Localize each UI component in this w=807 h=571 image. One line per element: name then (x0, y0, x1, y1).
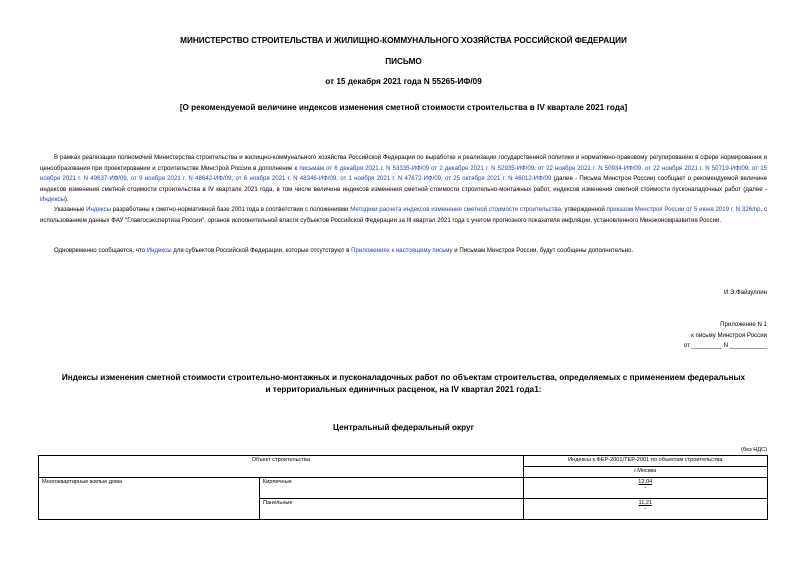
link-indices[interactable]: Индексы (146, 247, 172, 254)
link-appendices[interactable]: Приложениях к настоящему письму (351, 247, 453, 254)
table-header-row (39, 456, 768, 467)
cell-type: Кирпичные (260, 478, 524, 499)
link-order[interactable]: приказом Минстроя России от 5 июня 2019 г. N 326/пр (606, 206, 761, 213)
table-title: Индексы изменения сметной стоимости строительно-монтажных и пусконаладочных работ по объектам строительства, определяемых с применением федеральных и территориальных единичных расценок, на IV квартал 2021 года1: (61, 373, 746, 394)
cell-object: Многоквартирные жилые дома (39, 478, 260, 520)
header-object: Объект строительства (39, 456, 524, 478)
link-previous-letters[interactable]: письмам от 6 декабря 2021 г. N 53335-ИФ/09 от 2 декабря 2021 г. N 52935-ИФ/09, от 22 ноября 2021 г. N 50934-ИФ/09, от 22 ноября 2021 г. N 50719-ИФ/09, от 15 ноября 2021 г. N 49637-ИФ/09, от 9 ноября 2021 г. N 48642-ИФ/09, от 6 ноября 2021 г. N 48346-ИФ/09, от 1 ноября 2021 г. N 47672-ИФ/09, от 25 октября 2021 г. N 46012-ИФ/09 (40, 164, 767, 183)
cell-value: 11,21 - (523, 499, 767, 520)
ministry-title: МИНИСТЕРСТВО СТРОИТЕЛЬСТВА И ЖИЛИЩНО-КОММУНАЛЬНОГО ХОЗЯЙСТВА РОССИЙСКОЙ ФЕДЕРАЦИИ (180, 36, 627, 45)
paragraph-1: В рамках реализации полномочий Министерства строительства и жилищно-коммунального хозяйства Российской Федерации по выработке и реализации государственной политики и нормативно-правовому регулированию в сфере нормирования и ценообразования при проектировании и строительстве Минстрой России в дополнение к письмам от 6 декабря 2021 г. N 53335-ИФ/09 от 2 декабря 2021 г. N 52935-ИФ/09, от 22 ноября 2021 г. N 50934-ИФ/09, от 22 ноября 2021 г. N 50719-ИФ/09, от 15 ноября 2021 г. N 49637-ИФ/09, от 9 ноября 2021 г. N 48642-ИФ/09, от 6 ноября 2021 г. N 48346-ИФ/09, от 1 ноября 2021 г. N 47672-ИФ/09, от 25 октября 2021 г. N 46012-ИФ/09 (далее - Письма Минстроя России) сообщает о рекомендуемой величине индексов изменения сметной стоимости строительства в IV квартале 2021 года, в том числе величине индексов изменения сметной стоимости строительно-монтажных работ, индексов изменения сметной стоимости пусконаладочных работ (далее - Индексы). (40, 154, 767, 204)
link-indices[interactable]: Индексы (86, 206, 112, 213)
link-methodology[interactable]: Методики расчета индексов изменения сметной стоимости строительства (350, 206, 561, 213)
paragraph-2: Указанные Индексы разработаны к сметно-нормативной базе 2001 года в соответствии с положениями Методики расчета индексов изменения сметной стоимости строительства, утвержденной приказом Минстроя России от 5 июня 2019 г. N 326/пр, с использованием данных ФАУ "Главгосэкспертиза России", органов исполнительной власти субъектов Российской Федерации за III квартал 2021 года с учетом прогнозного показателя инфляции, установленного Минэкономразвития России. (40, 206, 768, 224)
signature: И.Э.Файзуллин (723, 289, 767, 296)
paragraph-3: Одновременно сообщается, что Индексы для субъектов Российской Федерации, которые отсутствуют в Приложениях к настоящему письму и Письмам Минстроя России, будут сообщены дополнительно. (54, 247, 634, 254)
doc-subject: [О рекомендуемой величине индексов изменения сметной стоимости строительства в IV квартале 2021 года] (179, 103, 628, 112)
cell-type: Панельные (260, 499, 524, 520)
link-indices[interactable]: Индексы (40, 196, 65, 204)
table-row (39, 478, 768, 499)
doc-type: ПИСЬМО (385, 57, 422, 66)
cell-value: 12,04 - (523, 478, 767, 499)
appendix-header: Приложение N 1 к письму Минстроя России от _________ N ___________ (683, 321, 767, 349)
doc-date-number: от 15 декабря 2021 года N 55265-ИФ/09 (325, 77, 482, 86)
header-city: г.Москва (523, 467, 767, 478)
vat-note: (без НДС) (741, 447, 767, 453)
indices-table (38, 455, 768, 520)
district-heading: Центральный федеральный округ (333, 423, 474, 432)
header-indices: Индексы к ФЕР-2001/ТЕР-2001 по объектам строительства (523, 456, 767, 467)
